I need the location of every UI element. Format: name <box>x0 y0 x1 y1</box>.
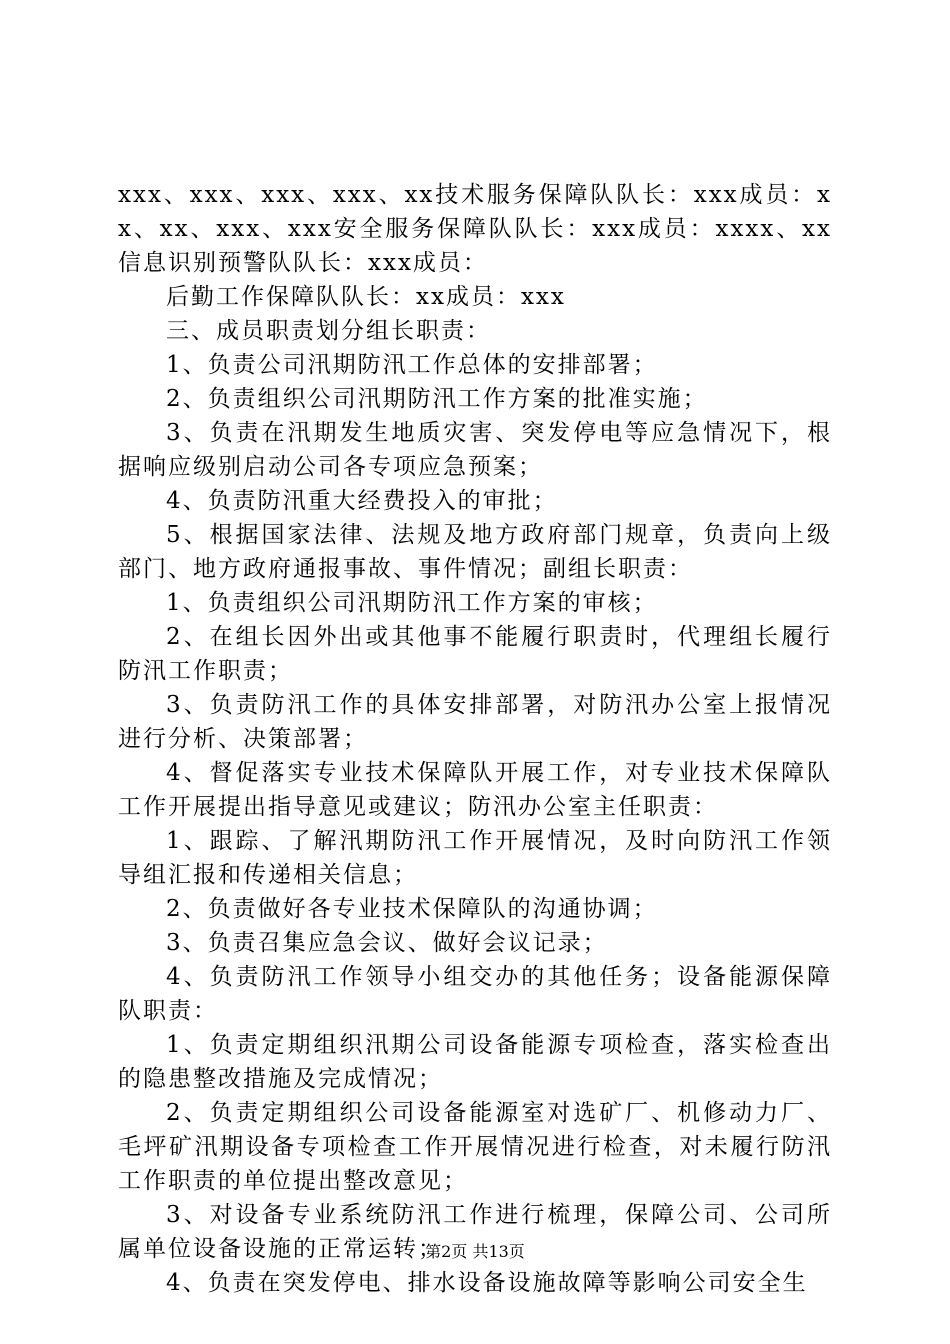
paragraph-7: 5、根据国家法律、法规及地方政府部门规章，负责向上级部门、地方政府通报事故、事件情况；副组长职责： <box>118 522 832 582</box>
paragraph-0: xxx、xxx、xxx、xxx、xx技术服务保障队队长：xxx成员：xx、xx、xxx、xxx安全服务保障队队长：xxx成员：xxxx、xx信息识别预警队队长：xxx成员： <box>118 182 832 276</box>
paragraph-13: 2、负责做好各专业技术保障队的沟通协调； <box>166 896 658 922</box>
paragraph-3: 1、负责公司汛期防汛工作总体的安排部署； <box>166 352 658 378</box>
paragraph-2: 三、成员职责划分组长职责： <box>166 318 491 344</box>
paragraph-19: 4、负责在突发停电、排水设备设施故障等影响公司安全生 <box>166 1270 808 1296</box>
paragraph-5: 3、负责在汛期发生地质灾害、突发停电等应急情况下，根据响应级别启动公司各专项应急预案； <box>118 420 832 480</box>
paragraph-16: 1、负责定期组织汛期公司设备能源专项检查，落实检查出的隐患整改措施及完成情况； <box>118 1032 832 1092</box>
paragraph-1: 后勤工作保障队队长：xx成员：xxx <box>166 284 566 310</box>
paragraph-17: 2、负责定期组织公司设备能源室对选矿厂、机修动力厂、毛坪矿汛期设备专项检查工作开展情况进行检查，对未履行防汛工作职责的单位提出整改意见； <box>118 1100 832 1194</box>
paragraph-6: 4、负责防汛重大经费投入的审批； <box>166 488 558 514</box>
paragraph-18: 3、对设备专业系统防汛工作进行梳理，保障公司、公司所属单位设备设施的正常运转； <box>118 1202 832 1262</box>
paragraph-11: 4、督促落实专业技术保障队开展工作，对专业技术保障队工作开展提出指导意见或建议；防汛办公室主任职责： <box>118 760 832 820</box>
paragraph-8: 1、负责组织公司汛期防汛工作方案的审核； <box>166 590 658 616</box>
paragraph-12: 1、跟踪、了解汛期防汛工作开展情况，及时向防汛工作领导组汇报和传递相关信息； <box>118 828 832 888</box>
paragraph-9: 2、在组长因外出或其他事不能履行职责时，代理组长履行防汛工作职责； <box>118 624 832 684</box>
document-body <box>118 178 832 1300</box>
paragraph-10: 3、负责防汛工作的具体安排部署，对防汛办公室上报情况进行分析、决策部署； <box>118 692 832 752</box>
paragraph-14: 3、负责召集应急会议、做好会议记录； <box>166 930 608 956</box>
paragraph-15: 4、负责防汛工作领导小组交办的其他任务；设备能源保障队职责： <box>118 964 832 1024</box>
paragraph-4: 2、负责组织公司汛期防汛工作方案的批准实施； <box>166 386 708 412</box>
page-footer: 第2页 共13页 <box>425 1242 525 1261</box>
